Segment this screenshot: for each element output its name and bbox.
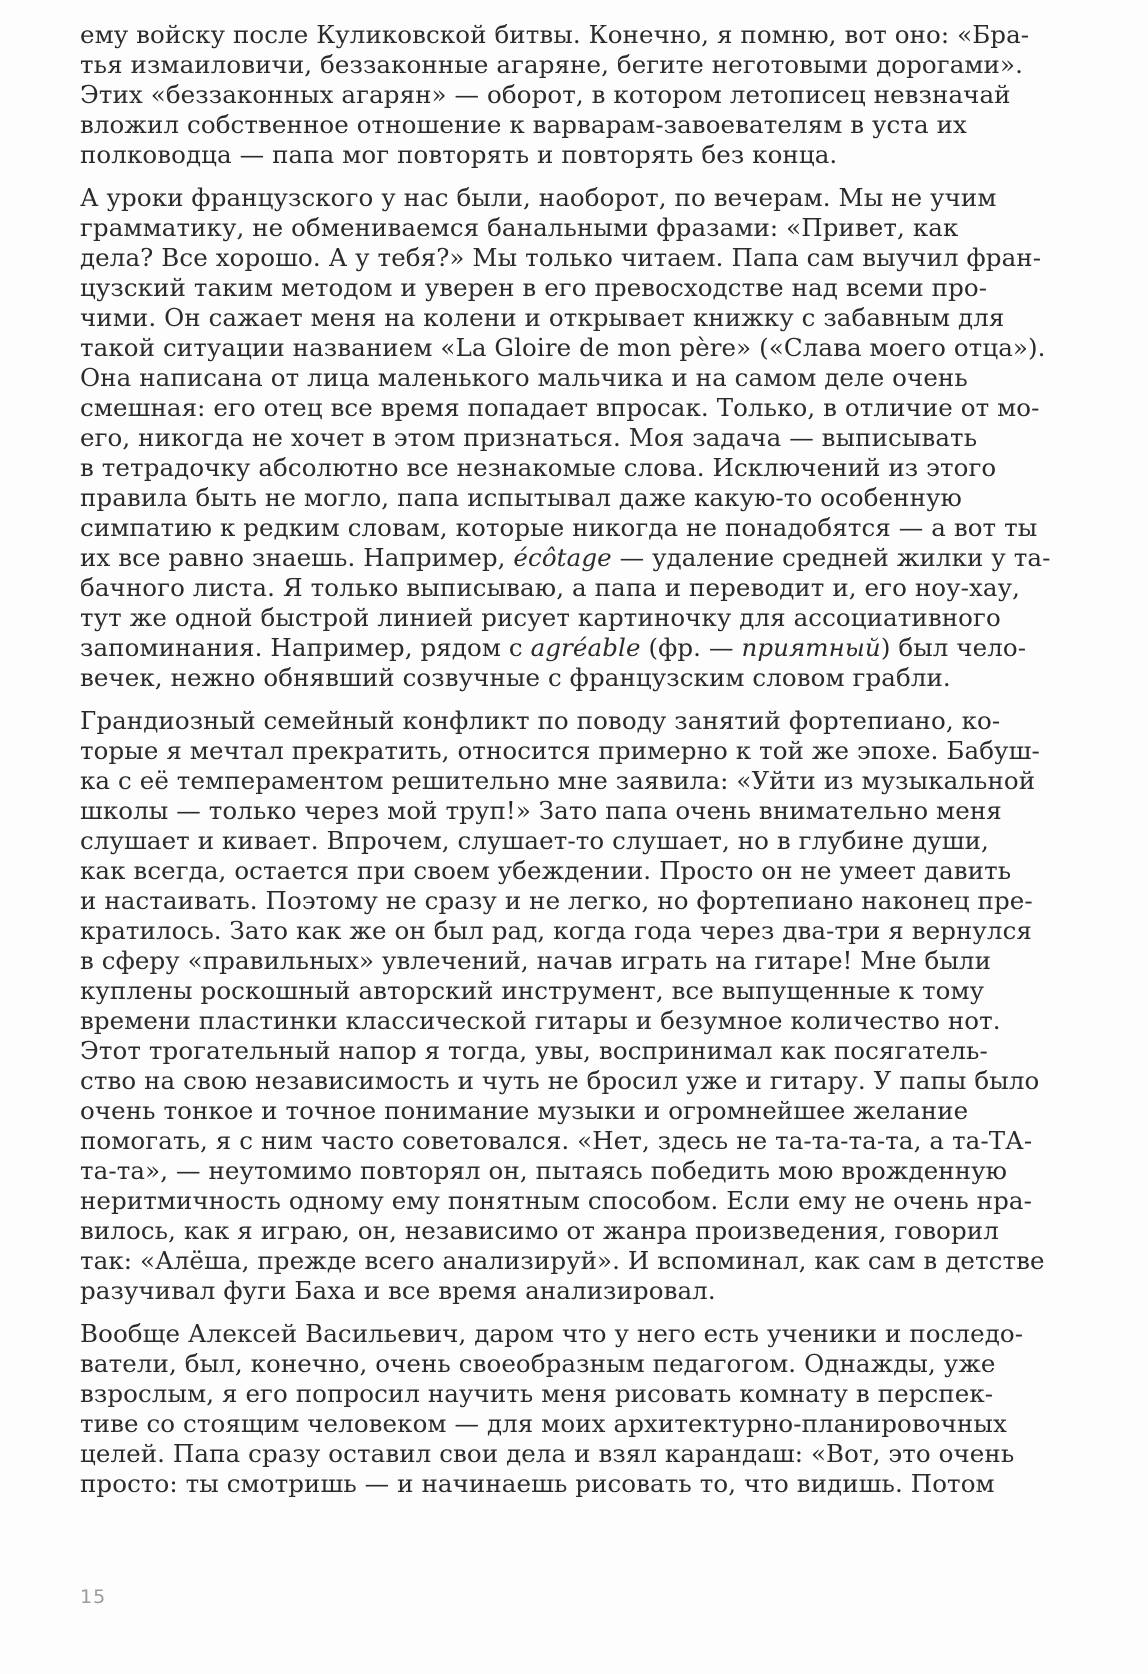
text-line bbox=[80, 976, 1080, 1006]
text-line bbox=[80, 50, 1080, 80]
text-segment: школы — только через мой труп!» Зато папа очень внимательно меня bbox=[80, 796, 1002, 825]
text-segment: Она написана от лица маленького мальчика и на самом деле очень bbox=[80, 363, 968, 392]
text-line bbox=[80, 1066, 1080, 1096]
text-line bbox=[80, 603, 1080, 633]
text-segment: цузский таким методом и уверен в его превосходстве над всеми про- bbox=[80, 273, 988, 302]
text-segment: полководца — папа мог повторять и повторять без конца. bbox=[80, 140, 838, 169]
text-line bbox=[80, 183, 1080, 213]
text-segment: тут же одной быстрой линией рисует картиночку для ассоциативного bbox=[80, 603, 1001, 632]
text-segment: в сферу «правильных» увлечений, начав играть на гитаре! Мне были bbox=[80, 946, 992, 975]
text-line bbox=[80, 543, 1080, 573]
text-segment: смешная: его отец все время попадает впросак. Только, в отличие от мо- bbox=[80, 393, 1040, 422]
text-line bbox=[80, 1096, 1080, 1126]
text-line bbox=[80, 826, 1080, 856]
text-segment: торые я мечтал прекратить, относится примерно к той же эпохе. Бабуш- bbox=[80, 736, 1040, 765]
text-line bbox=[80, 1006, 1080, 1036]
text-segment: так: «Алёша, прежде всего анализируй». И вспоминал, как сам в детстве bbox=[80, 1246, 1045, 1275]
text-segment: А уроки французского у нас были, наоборот, по вечерам. Мы не учим bbox=[80, 183, 997, 212]
text-segment: ство на свою независимость и чуть не бросил уже и гитару. У папы было bbox=[80, 1066, 1040, 1095]
text-segment: бачного листа. Я только выписываю, а папа и переводит и, его ноу-хау, bbox=[80, 573, 1021, 602]
text-line bbox=[80, 1216, 1080, 1246]
text-line bbox=[80, 1186, 1080, 1216]
text-line bbox=[80, 483, 1080, 513]
text-line bbox=[80, 303, 1080, 333]
text-segment: правила быть не могло, папа испытывал даже какую-то особенную bbox=[80, 483, 962, 512]
text-segment: помогать, я с ним часто советовался. «Нет, здесь не та-та-та-та, а та-ТА- bbox=[80, 1126, 1033, 1155]
text-line bbox=[80, 453, 1080, 483]
text-segment: дела? Все хорошо. А у тебя?» Мы только читаем. Папа сам выучил фран- bbox=[80, 243, 1042, 272]
text-segment: Этот трогательный напор я тогда, увы, воспринимал как посягатель- bbox=[80, 1036, 988, 1065]
text-line bbox=[80, 140, 1080, 170]
text-segment: разучивал фуги Баха и все время анализировал. bbox=[80, 1276, 716, 1305]
text-line bbox=[80, 273, 1080, 303]
text-segment: грамматику, не обмениваемся банальными фразами: «Привет, как bbox=[80, 213, 959, 242]
text-segment: целей. Папа сразу оставил свои дела и взял карандаш: «Вот, это очень bbox=[80, 1439, 1015, 1468]
text-line bbox=[80, 856, 1080, 886]
text-line bbox=[80, 1409, 1080, 1439]
text-segment: взрослым, я его попросил научить меня рисовать комнату в перспек- bbox=[80, 1379, 994, 1408]
text-segment: Этих «беззаконных агарян» — оборот, в котором летописец невзначай bbox=[80, 80, 1011, 109]
text-line bbox=[80, 1276, 1080, 1306]
text-segment: его, никогда не хочет в этом признаться. Моя задача — выписывать bbox=[80, 423, 978, 452]
text-segment: тиве со стоящим человеком — для моих архитектурно-планировочных bbox=[80, 1409, 1007, 1438]
text-line bbox=[80, 1126, 1080, 1156]
text-line bbox=[80, 110, 1080, 140]
italic-term: agréable bbox=[530, 633, 641, 662]
text-segment: ему войску после Куликовской битвы. Конечно, я помню, вот оно: «Бра- bbox=[80, 20, 1030, 49]
text-line bbox=[80, 946, 1080, 976]
text-line bbox=[80, 213, 1080, 243]
text-segment: симпатию к редким словам, которые никогда не понадобятся — а вот ты bbox=[80, 513, 1038, 542]
text-line bbox=[80, 1246, 1080, 1276]
text-segment: тья измаиловичи, беззаконные агаряне, бегите неготовыми дорогами». bbox=[80, 50, 1023, 79]
text-line bbox=[80, 663, 1080, 693]
text-line bbox=[80, 573, 1080, 603]
text-line bbox=[80, 1379, 1080, 1409]
text-line bbox=[80, 20, 1080, 50]
text-segment: в тетрадочку абсолютно все незнакомые слова. Исключений из этого bbox=[80, 453, 997, 482]
body-text bbox=[80, 20, 1080, 1499]
text-segment: неритмичность одному ему понятным способом. Если ему не очень нра- bbox=[80, 1186, 1032, 1215]
text-segment: Вообще Алексей Васильевич, даром что у него есть ученики и последо- bbox=[80, 1319, 1024, 1348]
page-number: 15 bbox=[80, 1586, 107, 1608]
text-line bbox=[80, 633, 1080, 663]
text-segment: их все равно знаешь. Например, bbox=[80, 543, 514, 572]
text-segment: просто: ты смотришь — и начинаешь рисовать то, что видишь. Потом bbox=[80, 1469, 995, 1498]
text-segment: ка с её темпераментом решительно мне заявила: «Уйти из музыкальной bbox=[80, 766, 1036, 795]
text-line bbox=[80, 736, 1080, 766]
text-line bbox=[80, 796, 1080, 826]
text-segment: вилось, как я играю, он, независимо от жанра произведения, говорил bbox=[80, 1216, 999, 1245]
text-segment: запоминания. Например, рядом с bbox=[80, 633, 531, 662]
text-segment: — удаление средней жилки у та- bbox=[611, 543, 1051, 572]
text-line bbox=[80, 1036, 1080, 1066]
text-segment: вложил собственное отношение к варварам-завоевателям в уста их bbox=[80, 110, 967, 139]
text-segment: кратилось. Зато как же он был рад, когда года через два-три я вернулся bbox=[80, 916, 1032, 945]
text-line bbox=[80, 766, 1080, 796]
text-line bbox=[80, 80, 1080, 110]
text-segment: вечек, нежно обнявший созвучные с французским словом грабли. bbox=[80, 663, 951, 692]
text-line bbox=[80, 363, 1080, 393]
text-segment: как всегда, остается при своем убеждении. Просто он не умеет давить bbox=[80, 856, 1012, 885]
text-segment: времени пластинки классической гитары и безумное количество нот. bbox=[80, 1006, 1001, 1035]
text-segment: и настаивать. Поэтому не сразу и не легко, но фортепиано наконец пре- bbox=[80, 886, 1033, 915]
text-line bbox=[80, 423, 1080, 453]
text-line bbox=[80, 513, 1080, 543]
text-line bbox=[80, 1156, 1080, 1186]
text-line bbox=[80, 886, 1080, 916]
paragraph bbox=[80, 183, 1080, 693]
text-segment: слушает и кивает. Впрочем, слушает-то слушает, но в глубине души, bbox=[80, 826, 989, 855]
text-segment: Грандиозный семейный конфликт по поводу занятий фортепиано, ко- bbox=[80, 706, 1001, 735]
text-segment: ) был чело- bbox=[880, 633, 1027, 662]
paragraph bbox=[80, 20, 1080, 170]
text-segment: (фр. — bbox=[640, 633, 742, 662]
text-segment: куплены роскошный авторский инструмент, все выпущенные к тому bbox=[80, 976, 985, 1005]
text-line bbox=[80, 1439, 1080, 1469]
text-line bbox=[80, 243, 1080, 273]
text-segment: чими. Он сажает меня на колени и открывает книжку с забавным для bbox=[80, 303, 1005, 332]
text-segment: ватели, был, конечно, очень своеобразным педагогом. Однажды, уже bbox=[80, 1349, 996, 1378]
text-segment: очень тонкое и точное понимание музыки и огромнейшее желание bbox=[80, 1096, 969, 1125]
text-segment: та-та», — неутомимо повторял он, пытаясь победить мою врожденную bbox=[80, 1156, 1008, 1185]
text-line bbox=[80, 1469, 1080, 1499]
paragraph bbox=[80, 706, 1080, 1306]
text-line bbox=[80, 706, 1080, 736]
italic-term: écôtage bbox=[513, 543, 612, 572]
paragraph bbox=[80, 1319, 1080, 1499]
text-line bbox=[80, 1349, 1080, 1379]
text-line bbox=[80, 393, 1080, 423]
text-line bbox=[80, 1319, 1080, 1349]
text-line bbox=[80, 333, 1080, 363]
text-segment: такой ситуации названием «La Gloire de mon père» («Слава моего отца»). bbox=[80, 333, 1046, 362]
text-line bbox=[80, 916, 1080, 946]
italic-term: приятный bbox=[741, 633, 881, 662]
